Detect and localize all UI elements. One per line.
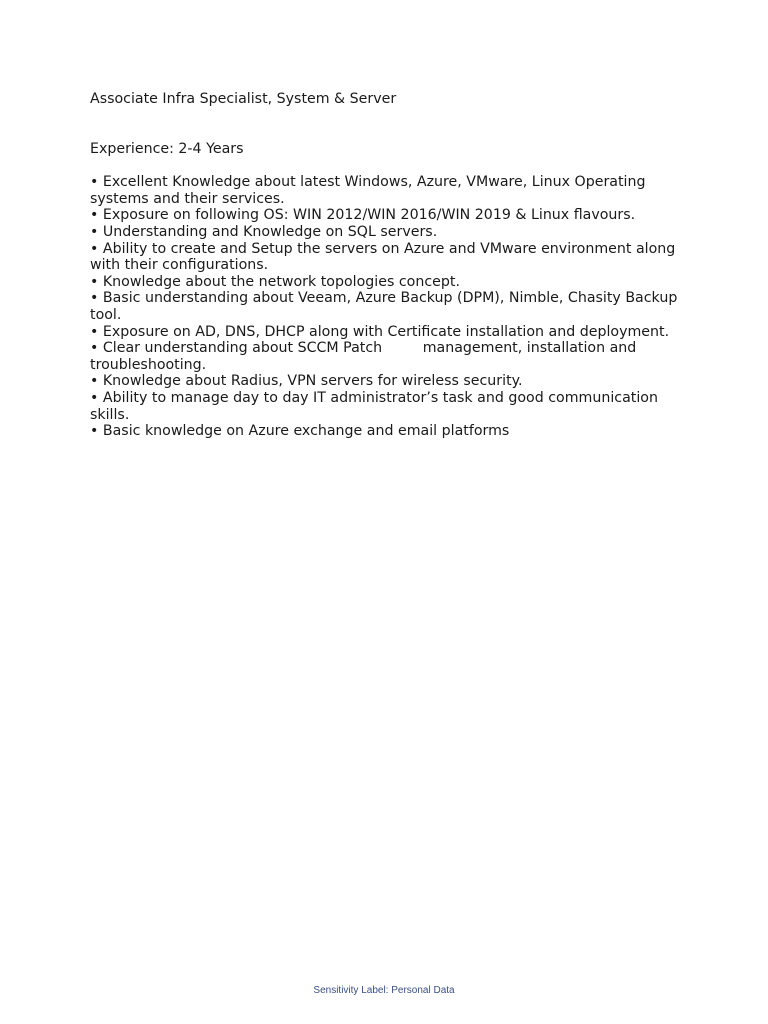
document-body xyxy=(90,91,680,440)
requirement-item: • Ability to manage day to day IT administrator’s task and good communication skills. xyxy=(90,389,663,423)
requirements-list xyxy=(90,174,680,440)
requirement-item: • Exposure on following OS: WIN 2012/WIN 2016/WIN 2019 & Linux flavours. xyxy=(90,207,636,224)
requirement-item: • Exposure on AD, DNS, DHCP along with Certificate installation and deployment. xyxy=(90,323,670,340)
requirement-item: • Basic understanding about Veeam, Azure Backup (DPM), Nimble, Chasity Backup tool. xyxy=(90,290,682,323)
requirement-item: • Ability to create and Setup the servers on Azure and VMware environment along with their configurations. xyxy=(90,240,680,274)
requirement-item: • Excellent Knowledge about latest Windows, Azure, VMware, Linux Operating systems and their services. xyxy=(90,174,650,207)
requirement-item: • Clear understanding about SCCM Patch management, installation and troubleshooting. xyxy=(90,340,641,373)
requirement-item: • Knowledge about the network topologies concept. xyxy=(90,273,460,290)
requirement-item: • Basic knowledge on Azure exchange and email platforms xyxy=(90,423,510,440)
experience-requirement: Experience: 2-4 Years xyxy=(90,140,244,157)
requirement-item: • Knowledge about Radius, VPN servers for wireless security. xyxy=(90,373,523,390)
job-title: Associate Infra Specialist, System & Server xyxy=(90,91,397,107)
requirement-item: • Understanding and Knowledge on SQL servers. xyxy=(90,223,438,240)
sensitivity-label-footer: Sensitivity Label: Personal Data xyxy=(313,985,455,996)
